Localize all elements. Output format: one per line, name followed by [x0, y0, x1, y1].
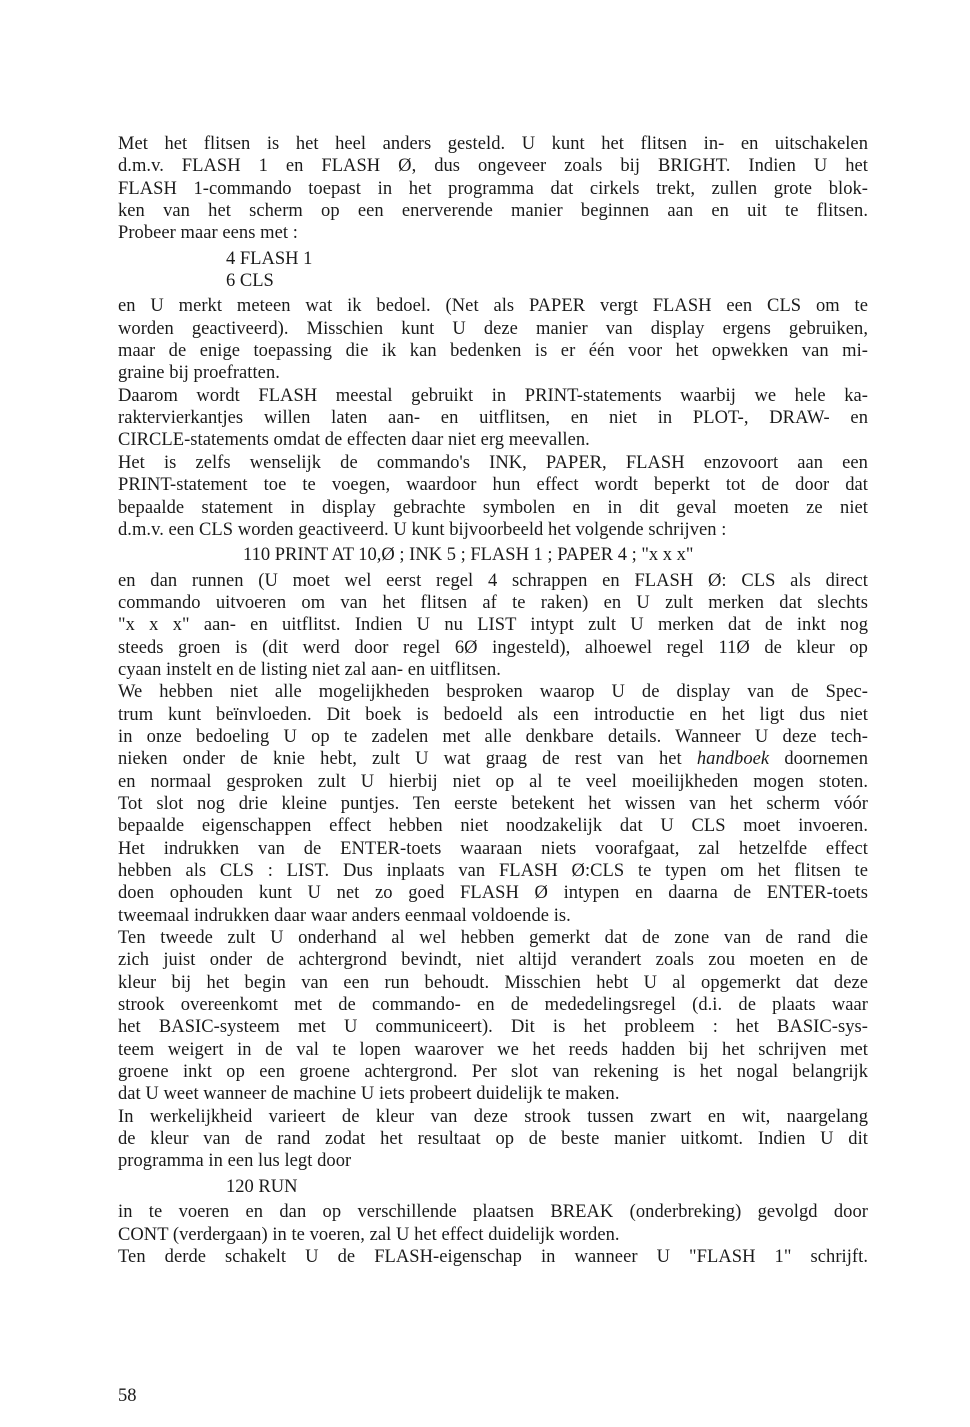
text-line: Het is zelfs wenselijk de commando's INK, PAPER, FLASH enzovoort aan een	[118, 452, 868, 473]
code-line: 6 CLS	[226, 271, 274, 292]
text-line: d.m.v. een CLS worden geactiveerd. U kunt bijvoorbeeld het volgende schrijven :	[118, 519, 727, 540]
text-line: commando uitvoeren om van het flitsen af te raken) en U zult merken dat slechts	[118, 592, 868, 613]
text-line: de kleur van de rand zodat het resultaat op de beste manier uitkomt. Indien U dit	[118, 1129, 868, 1150]
code-line: 4 FLASH 1	[226, 248, 313, 269]
text-line: CONT (verdergaan) in te voeren, zal U het effect duidelijk worden.	[118, 1224, 620, 1245]
page-number: 58	[118, 1386, 137, 1406]
text-line: en dan runnen (U moet wel eerst regel 4 schrappen en FLASH Ø: CLS als direct	[118, 570, 868, 591]
text-line: FLASH 1-commando toepast in het programma dat cirkels trekt, zullen grote blok-	[118, 178, 868, 199]
text-line: maar de enige toepassing die ik kan bedenken is er één voor het opwekken van mi-	[118, 341, 868, 362]
page-body	[118, 133, 868, 1268]
text-line: Met het flitsen is het heel anders gesteld. U kunt het flitsen in- en uitschakelen	[118, 134, 868, 154]
text-line: bepaalde statement in display gebrachte symbolen en in dit geval moeten ze niet	[118, 497, 868, 518]
text-line: graine bij proefratten.	[118, 363, 280, 384]
text-line: "x x x" aan- en uitflitst. Indien U nu LIST intypt zult U merken dat de inkt nog	[118, 615, 868, 636]
text-line: cyaan instelt en de listing niet zal aan- en uitflitsen.	[118, 659, 501, 680]
text-line: d.m.v. FLASH 1 en FLASH Ø, dus ongeveer zoals bij BRIGHT. Indien U het	[118, 156, 868, 177]
text-line: Het indrukken van de ENTER-toets waaraan niets voorafgaat, zal hetzelfde effect	[118, 838, 868, 859]
text-line: strook overeenkomt met de commando- en de mededelingsregel (d.i. de plaats waar	[118, 995, 868, 1016]
text-line: in onze bedoeling U op te zadelen met alle denkbare details. Wanneer U deze tech-	[118, 726, 868, 747]
text-line: steeds groen is (dit werd door regel 6Ø ingesteld), alhoewel regel 11Ø de kleur op	[118, 637, 868, 658]
text-line: Ten tweede zult U onderhand al wel hebben gemerkt dat de zone van de rand die	[118, 928, 868, 949]
text-line: Probeer maar eens met :	[118, 223, 298, 244]
text-line: in te voeren en dan op verschillende plaatsen BREAK (onderbreking) gevolgd door	[118, 1202, 868, 1223]
text-line: en normaal gesproken zult U hierbij niet op al te veel moeilijkheden mogen stoten.	[118, 771, 868, 792]
text-line: kleur bij het begin van een run behoudt. Misschien hebt U al opgemerkt dat deze	[118, 972, 868, 993]
text-line	[118, 748, 868, 770]
text-line: In werkelijkheid varieert de kleur van deze strook tussen zwart en wit, naargelang	[118, 1106, 868, 1127]
text-line: en U merkt meteen wat ik bedoel. (Net als PAPER vergt FLASH een CLS om te	[118, 296, 868, 317]
text-line: worden geactiveerd). Misschien kunt U deze manier van display ergens gebruiken,	[118, 318, 868, 339]
text-segment: doornemen	[769, 749, 868, 770]
text-line: CIRCLE-statements omdat de effecten daar niet erg meevallen.	[118, 430, 590, 451]
text-line: dat U weet wanneer de machine U iets probeert duidelijk te maken.	[118, 1084, 620, 1105]
code-line: 120 RUN	[226, 1176, 298, 1197]
text-segment: nieken onder de knie hebt, zult U wat graag de rest van het	[118, 749, 697, 770]
text-line: hebben als CLS : LIST. Dus inplaats van FLASH Ø:CLS te typen om het flitsen te	[118, 861, 868, 881]
handboek-emphasis: handboek	[696, 749, 770, 770]
text-line: programma in een lus legt door	[118, 1151, 352, 1172]
text-line: trum kunt beïnvloeden. Dit boek is bedoeld als een introductie en het ligt dus niet	[118, 704, 868, 725]
text-line: Daarom wordt FLASH meestal gebruikt in PRINT-statements waarbij we hele ka-	[118, 385, 868, 406]
text-line: het BASIC-systeem met U communiceert). Dit is het probleem : het BASIC-sys-	[118, 1017, 868, 1038]
text-line: teem weigert in de val te lopen waarover we het reeds hadden bij het schrijven met	[118, 1039, 868, 1060]
text-line: bepaalde eigenschappen effect hebben niet noodzakelijk dat U CLS moet invoeren.	[118, 816, 868, 837]
text-line: ken van het scherm op een enerverende manier beginnen aan en uit te flitsen.	[118, 201, 868, 222]
text-line: PRINT-statement toe te voegen, waardoor hun effect wordt beperkt tot de door dat	[118, 475, 868, 496]
text-line: zich juist onder de achtergrond bevindt, niet altijd verandert zoals zou moeten en de	[118, 950, 868, 971]
text-line: raktervierkantjes willen laten aan- en uitflitsen, en niet in PLOT-, DRAW- en	[118, 408, 868, 429]
text-line: Ten derde schakelt U de FLASH-eigenschap in wanneer U "FLASH 1" schrijft.	[118, 1246, 868, 1267]
text-line: doen ophouden kunt U net zo goed FLASH Ø intypen en daarna de ENTER-toets	[118, 883, 868, 904]
text-line: groene inkt op een groene achtergrond. Per slot van rekening is het nogal belangrijk	[118, 1062, 868, 1083]
text-line: We hebben niet alle mogelijkheden besproken waarop U de display van de Spec-	[118, 682, 868, 703]
text-line: tweemaal indrukken daar waar anders eenmaal voldoende is.	[118, 905, 571, 926]
code-line: 110 PRINT AT 10,Ø ; INK 5 ; FLASH 1 ; PAPER 4 ; "x x x"	[243, 545, 694, 566]
text-line: Tot slot nog drie kleine puntjes. Ten eerste betekent het wissen van het scherm vóór	[118, 793, 868, 814]
